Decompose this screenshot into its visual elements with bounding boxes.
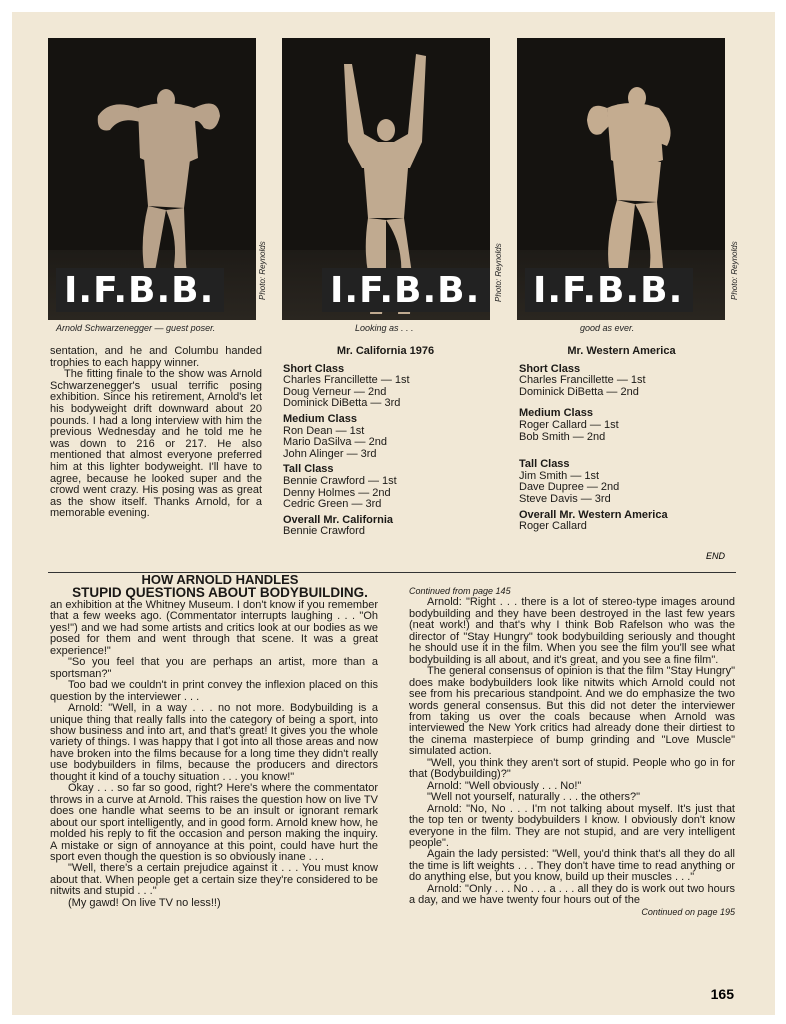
- photo-credit: Photo: Reynolds: [258, 241, 267, 300]
- paragraph: Too bad we couldn't in print convey the inflexion placed on this question by the interviewer . . .: [50, 679, 378, 703]
- results-title: Mr. Western America: [567, 345, 676, 357]
- paragraph: Arnold: "Well obviously . . . No!": [427, 779, 582, 792]
- result-line: Roger Callard: [519, 520, 587, 533]
- continued-from: Continued from page 145: [409, 586, 511, 596]
- class-name: Short Class: [519, 362, 581, 375]
- result-group: [519, 510, 724, 533]
- result-group: [519, 364, 724, 399]
- result-group: [519, 459, 724, 505]
- class-name: Tall Class: [519, 458, 570, 471]
- headline-line: HOW ARNOLD HANDLES: [141, 572, 299, 587]
- paragraph: Arnold: "Well, in a way . . . no not more. Bodybuilding is a unique thing that really falls into the category of being a sport, into show business and into art, and that's great! It gives you the whole variety of things. I was happy that I got into all those areas and now have broken into the films because for a long time they didn't really use bodybuilders in films, because the producers and directors thought it kind of a touchy situation . . . you know!": [50, 702, 378, 783]
- paragraph: (My gawd! On live TV no less!!): [68, 896, 221, 909]
- photo-caption: Looking as . . .: [355, 323, 414, 333]
- paragraph: an exhibition at the Whitney Museum. I don't know if you remember that a few weeks ago. (Commentator interrupts laughing . . . "Oh yes!") and we had some artists and critics look at our bodies as we posed for them and went through that scene. It was a great experience!": [50, 599, 378, 657]
- results-mr-western-america: [519, 346, 724, 533]
- page-number: 165: [710, 986, 734, 1002]
- ifbb-logo: I.F.B.B.: [525, 268, 693, 312]
- result-line: Bennie Crawford: [283, 525, 365, 538]
- continued-on: Continued on page 195: [641, 906, 735, 917]
- photo-caption: good as ever.: [580, 323, 635, 333]
- photo-good-as-ever: [517, 38, 725, 320]
- result-group: [283, 464, 488, 510]
- class-name: Short Class: [283, 362, 345, 375]
- result-line: Bob Smith — 2nd: [519, 430, 606, 443]
- article-column-right: [409, 586, 735, 918]
- result-line: John Alinger — 3rd: [283, 447, 377, 460]
- ifbb-logo: I.F.B.B.: [56, 268, 224, 312]
- result-line: Dave Dupree — 2nd: [519, 481, 620, 494]
- story-end-column: [50, 346, 262, 520]
- paragraph: Again the lady persisted: "Well, you'd think that's all they do all the time is lift weights . . . They don't have time to read anything or do anything else, but you know, build up their muscles . . .": [409, 848, 735, 884]
- result-line: Denny Holmes — 2nd: [283, 486, 391, 499]
- result-line: Jim Smith — 1st: [519, 469, 600, 482]
- paragraph: "Well not yourself, naturally . . . the others?": [427, 791, 641, 804]
- photo-caption: Arnold Schwarzenegger — guest poser.: [56, 323, 216, 333]
- class-name: Overall Mr. California: [283, 513, 394, 526]
- photo-credit: Photo: Reynolds: [494, 243, 503, 302]
- headline-line: STUPID QUESTIONS ABOUT BODYBUILDING.: [72, 585, 368, 600]
- result-line: Ron Dean — 1st: [283, 424, 365, 437]
- article-column-left: [50, 600, 378, 909]
- result-line: Bennie Crawford — 1st: [283, 474, 397, 487]
- article-headline: [50, 573, 390, 599]
- result-group: [283, 414, 488, 460]
- result-line: Steve Davis — 3rd: [519, 492, 611, 505]
- result-line: Doug Verneur — 2nd: [283, 385, 387, 398]
- story-text: The fitting finale to the show was Arnold Schwarzenegger's usual terrific posing exhibition. Since his retirement, Arnold's let his bodyweight drift downward about 20 pounds. I had a long interview with him the previous Wednesday and he told me he was down to 216 or 217. He also mentioned that almost everyone preferred him at this lighter bodyweight. I'll have to agree, because he looked super and the crowd went crazy. His posing was as great as the show itself. Thanks Arnold, for a memorable evening.: [50, 368, 262, 520]
- result-group: [283, 364, 488, 410]
- story-text: sentation, and he and Columbu handed trophies to each happy winner.: [50, 345, 262, 369]
- ifbb-logo: I.F.B.B.: [322, 268, 490, 312]
- class-name: Overall Mr. Western America: [519, 508, 668, 521]
- paragraph: Arnold: "Only . . . No . . . a . . . all they do is work out two hours a day, and we have twenty four hours out of the: [409, 882, 735, 907]
- paragraph: "Well, you think they aren't sort of stupid. People who go in for that (Bodybuilding)?": [409, 756, 735, 781]
- result-line: Roger Callard — 1st: [519, 418, 619, 431]
- result-line: Dominick DiBetta — 3rd: [283, 397, 401, 410]
- results-mr-california: [283, 346, 488, 538]
- paragraph: The general consensus of opinion is that the film "Stay Hungry" does make bodybuilders look like nitwits which Arnold could not see from his precarious standpoint. And we do emphasize the two words general consensus. But this did not deter the interviewer from taking us over the coals because when Arnold was interviewed the New York critics had already done their dirtiest to the cinema masterpiece of bump grinding and "Love Muscle" simulated action.: [409, 665, 735, 758]
- paragraph: Arnold: "No, No . . . I'm not talking about myself. It's just that the top ten or twenty bodybuilders I know. I obviously don't know everyone in the film. They are not stupid, and are very intelligent people".: [409, 802, 735, 849]
- paragraph: Arnold: "Right . . . there is a lot of stereo-type images around bodybuilding and they have been destroyed in the last few years (neat work!) and that's why I think Bob Rafelson who was the director of "Stay Hungry" took bodybuilding seriously and thought he should use it in the film. When you see the film you'll see what bodybuilding is all about, and it's great, and you see a fine film".: [409, 596, 735, 666]
- result-line: Charles Francillette — 1st: [283, 374, 410, 387]
- photo-arnold-guest-poser: [48, 38, 256, 320]
- class-name: Medium Class: [519, 407, 593, 420]
- class-name: Tall Class: [283, 463, 334, 476]
- result-line: Dominick DiBetta — 2nd: [519, 385, 639, 398]
- result-line: Mario DaSilva — 2nd: [283, 436, 387, 449]
- photo-looking-as: [282, 38, 490, 320]
- result-group: [283, 515, 488, 538]
- result-group: [519, 408, 724, 443]
- paragraph: "So you feel that you are perhaps an artist, more than a sportsman?": [50, 656, 378, 680]
- results-title: Mr. California 1976: [336, 345, 435, 357]
- result-line: Charles Francillette — 1st: [519, 374, 646, 387]
- paragraph: "Well, there's a certain prejudice against it . . . You must know about that. When people get a certain size they're considered to be nitwits and stupid . . .": [50, 862, 378, 898]
- end-mark: END: [706, 551, 726, 561]
- paragraph: Okay . . . so far so good, right? Here's where the commentator throws in a curve at Arnold. This raises the question how on live TV does one handle what seems to be an insult or ignorant remark about our sport intelligently, and in good form. Arnold knew how, he molded his reply to fit the occasion and person making the inquiry. A mistake or sign of annoyance at this point, could have hurt the sport even though the question is so obviously inane . . .: [50, 782, 378, 863]
- photo-credit: Photo: Reynolds: [730, 241, 739, 300]
- class-name: Medium Class: [283, 412, 357, 425]
- result-line: Cedric Green — 3rd: [283, 498, 382, 511]
